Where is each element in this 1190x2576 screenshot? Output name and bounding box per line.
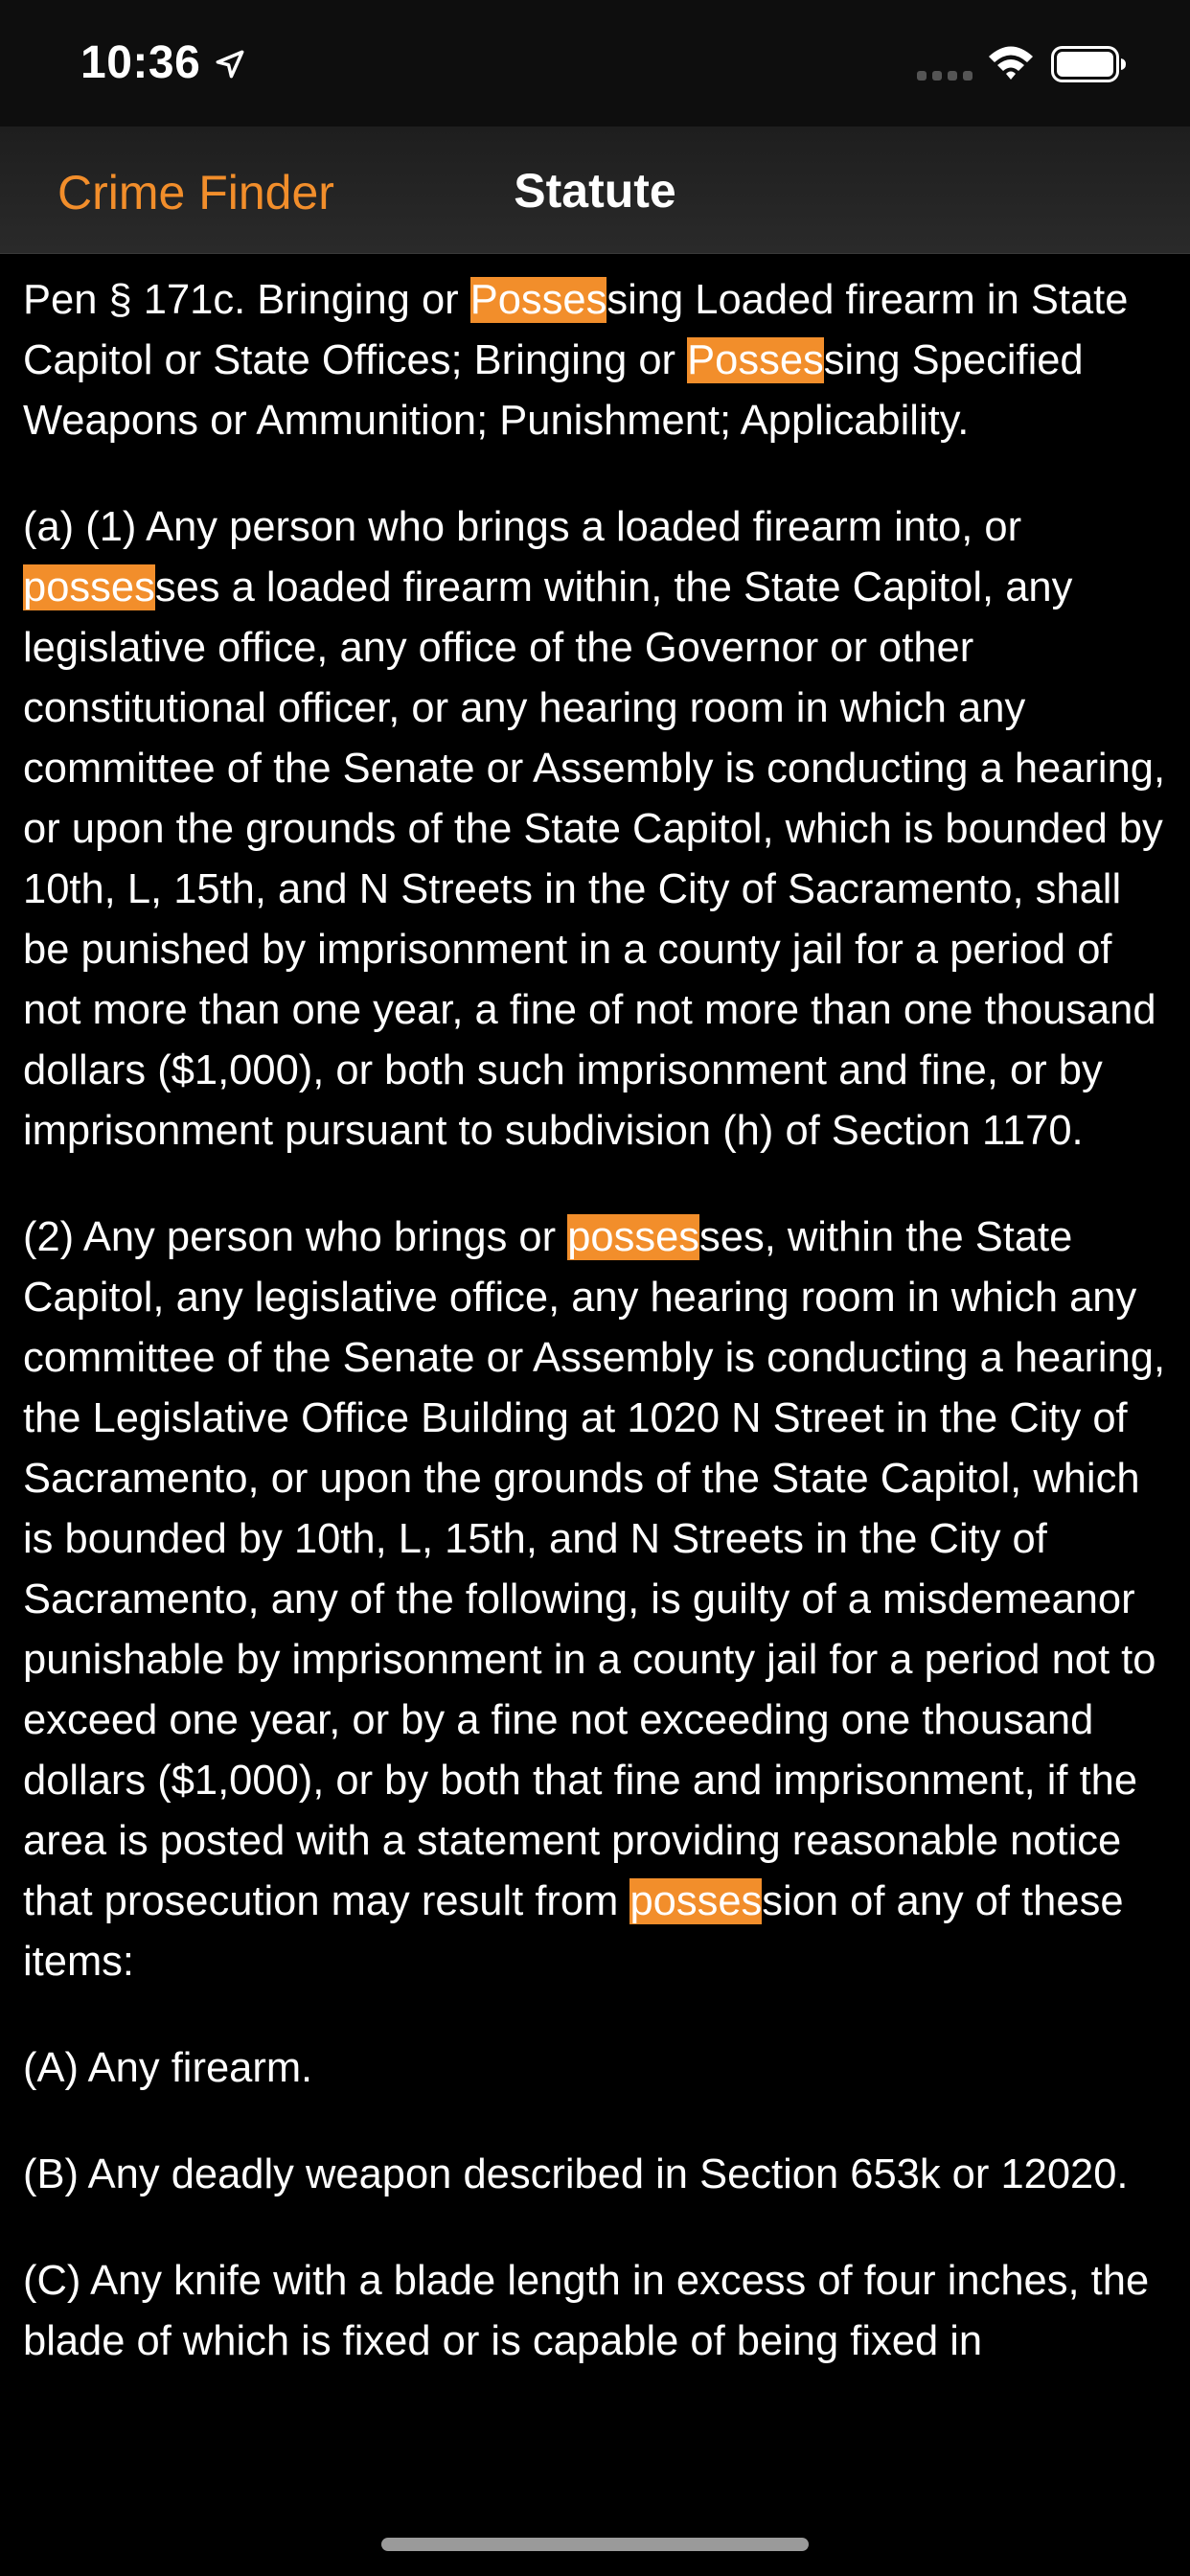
search-highlight: posses bbox=[629, 1878, 763, 1924]
statute-item-b: (B) Any deadly weapon described in Section 653k or 12020. bbox=[23, 2151, 1129, 2197]
search-highlight: Posses bbox=[687, 337, 824, 383]
page-title: Statute bbox=[514, 164, 676, 218]
search-highlight: Posses bbox=[469, 277, 607, 323]
location-arrow-icon bbox=[214, 48, 246, 80]
statute-paragraph-a1: (a) (1) Any person who brings a loaded firearm into, or possesses a loaded firearm within, the State Capitol, any legislative office, any office of the Governor or other constitutional officer, or any hearing room in which any committee of the Senate or Assembly is conducting a hearing, or upon the grounds of the State Capitol, which is bounded by 10th, L, 15th, and N Streets in the City of Sacramento, shall be punished by imprisonment in a county jail for a period of not more than one year, a fine of not more than one thousand dollars ($1,000), or both such imprisonment and fine, or by imprisonment pursuant to subdivision (h) of Section 1170. bbox=[23, 504, 1166, 1154]
statute-heading: Pen § 171c. Bringing or Possessing Loaded firearm in State Capitol or State Offices; Bringing or Possessing Specified Weapons or Ammunition; Punishment; Applicability. bbox=[23, 277, 1129, 444]
cellular-signal-icon bbox=[917, 71, 973, 80]
statute-text bbox=[23, 270, 1169, 2418]
home-indicator[interactable] bbox=[381, 2538, 809, 2551]
status-bar bbox=[0, 0, 1190, 126]
search-highlight: posses bbox=[23, 564, 155, 610]
battery-icon bbox=[1051, 46, 1128, 82]
statute-item-a: (A) Any firearm. bbox=[23, 2045, 313, 2091]
statute-item-c: (C) Any knife with a blade length in excess of four inches, the blade of which is fixed or is capable of being fixed in bbox=[23, 2258, 1150, 2364]
status-time: 10:36 bbox=[80, 37, 201, 88]
navigation-bar bbox=[0, 126, 1190, 253]
back-button-crime-finder[interactable]: Crime Finder bbox=[57, 166, 334, 219]
statute-paragraph-a2: (2) Any person who brings or possesses, within the State Capitol, any legislative office, any hearing room in which any committee of the Senate or Assembly is conducting a hearing, the Legislative Office Building at 1020 N Street in the City of Sacramento, or upon the grounds of the State Capitol, which is bounded by 10th, L, 15th, and N Streets in the City of Sacramento, any of the following, is guilty of a misdemeanor punishable by imprisonment in a county jail for a period not to exceed one year, or by a fine not exceeding one thousand dollars ($1,000), or by both that fine and imprisonment, if the area is posted with a statement providing reasonable notice that prosecution may result from possession of any of these items: bbox=[23, 1214, 1166, 1985]
search-highlight: posses bbox=[567, 1214, 700, 1260]
wifi-icon bbox=[987, 44, 1035, 80]
